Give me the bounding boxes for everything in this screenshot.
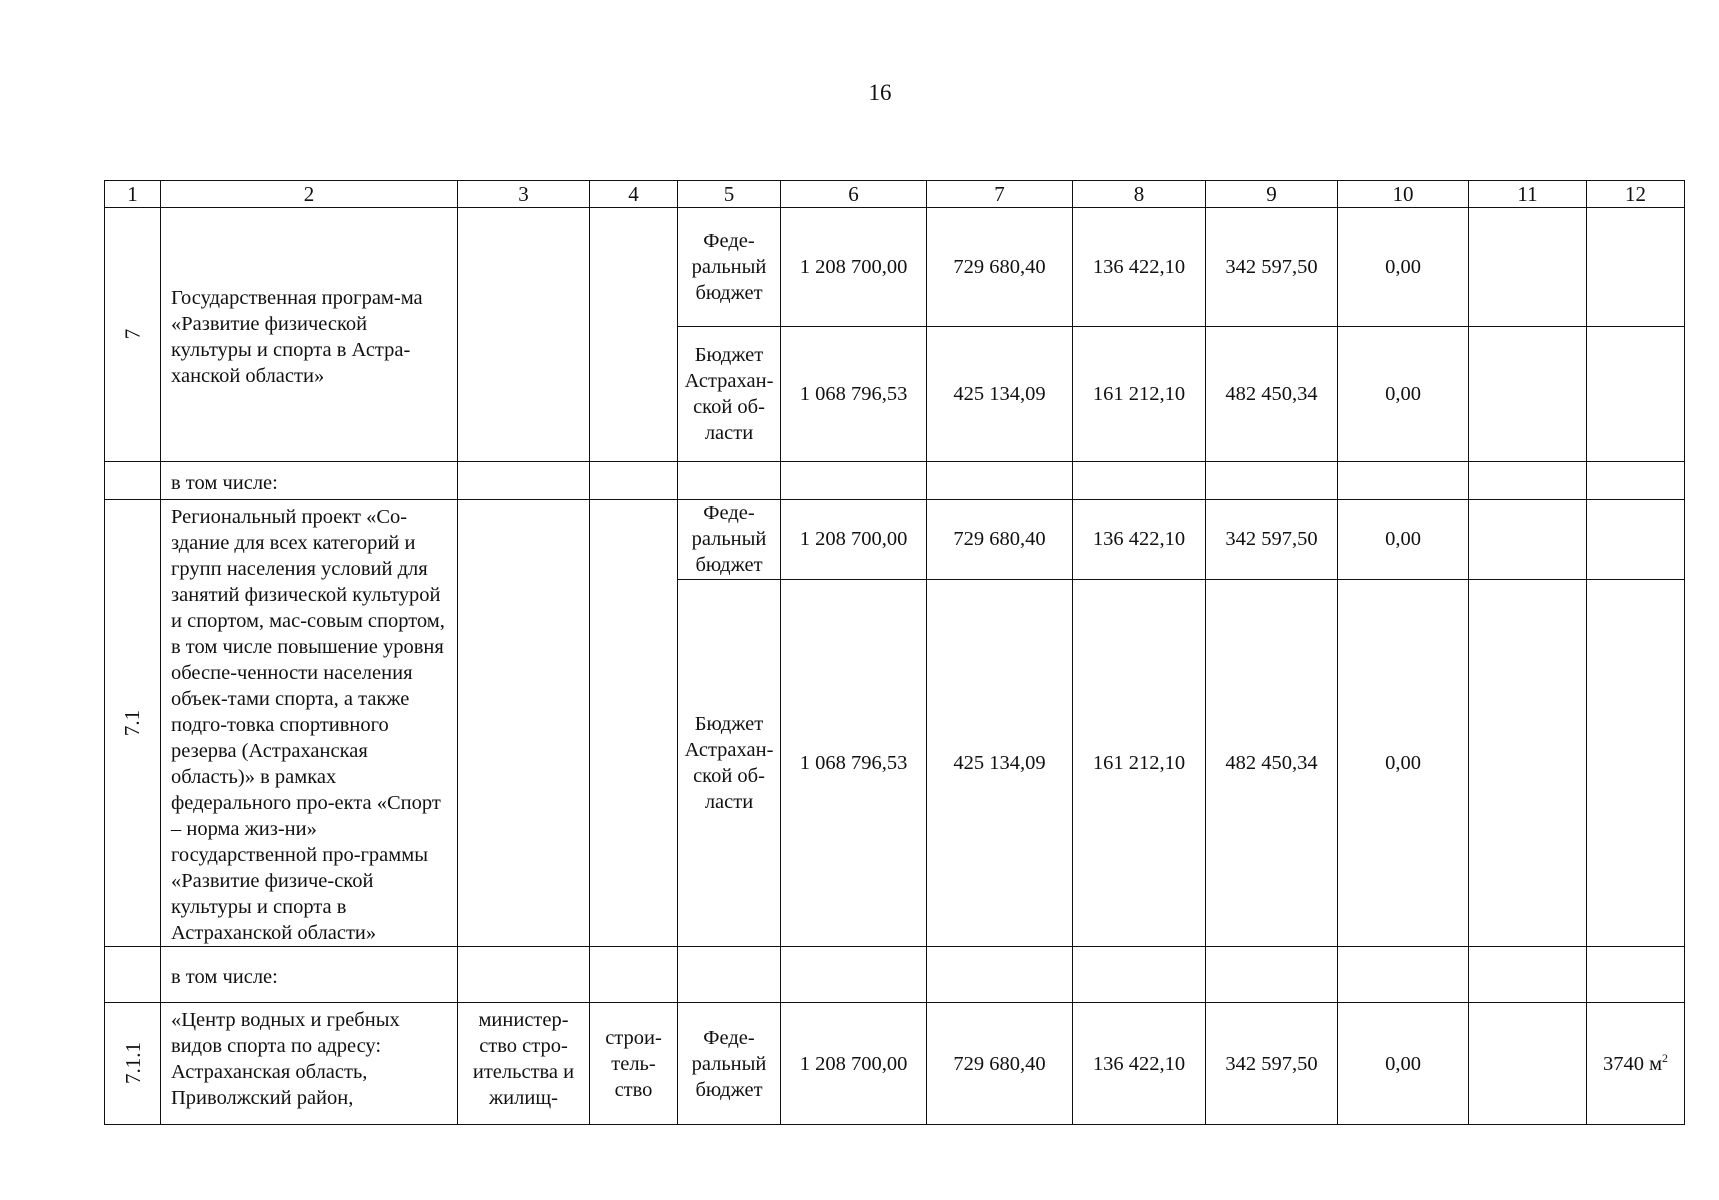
value-col-8: 136 422,10 <box>1073 500 1206 580</box>
table-row <box>105 947 1685 1003</box>
empty-cell <box>590 208 678 462</box>
responsible-body: министер-ство стро-ительства и жилищ- <box>458 1003 590 1125</box>
value-col-6: 1 068 796,53 <box>781 579 927 946</box>
value-col-6: 1 208 700,00 <box>781 1003 927 1125</box>
funding-source: Феде-ральный бюджет <box>678 1003 781 1125</box>
activity-type: строи-тель-ство <box>590 1003 678 1125</box>
subtotal-label: в том числе: <box>161 947 458 1003</box>
empty-cell <box>105 462 161 500</box>
empty-cell <box>1469 500 1587 580</box>
empty-cell <box>1469 327 1587 462</box>
capacity-unit-exponent: 2 <box>1662 1050 1669 1065</box>
empty-cell <box>1338 947 1469 1003</box>
page-number: 16 <box>868 80 892 105</box>
table-row <box>105 462 1685 500</box>
object-name: «Центр водных и гребных видов спорта по адресу: Астраханская область, Приволжский район, <box>161 1003 458 1125</box>
value-col-7: 729 680,40 <box>927 1003 1073 1125</box>
empty-cell <box>1469 947 1587 1003</box>
empty-cell <box>1587 462 1685 500</box>
program-name: Государственная програм-ма «Развитие физической культуры и спорта в Астра-ханской области» <box>161 208 458 462</box>
column-header-8: 8 <box>1073 181 1206 208</box>
empty-cell <box>1073 947 1206 1003</box>
value-col-9: 482 450,34 <box>1206 327 1338 462</box>
value-col-8: 161 212,10 <box>1073 327 1206 462</box>
empty-cell <box>1469 1003 1587 1125</box>
column-header-6: 6 <box>781 181 927 208</box>
empty-cell <box>1469 208 1587 327</box>
capacity-number: 3740 м <box>1602 1052 1663 1075</box>
value-col-7: 425 134,09 <box>927 579 1073 946</box>
value-col-9: 342 597,50 <box>1206 208 1338 327</box>
empty-cell <box>1587 208 1685 327</box>
empty-cell <box>1587 500 1685 580</box>
column-header-11: 11 <box>1469 181 1587 208</box>
value-col-9: 342 597,50 <box>1206 500 1338 580</box>
empty-cell <box>1206 947 1338 1003</box>
table-row <box>105 208 1685 327</box>
value-col-6: 1 208 700,00 <box>781 208 927 327</box>
value-col-6: 1 208 700,00 <box>781 500 927 580</box>
funding-source: Феде-ральный бюджет <box>678 208 781 327</box>
empty-cell <box>458 462 590 500</box>
column-header-1: 1 <box>105 181 161 208</box>
value-col-8: 136 422,10 <box>1073 1003 1206 1125</box>
funding-source: Феде-ральный бюджет <box>678 500 781 580</box>
row-number: 7 <box>120 328 145 340</box>
column-header-5: 5 <box>678 181 781 208</box>
empty-cell <box>458 500 590 947</box>
empty-cell <box>458 208 590 462</box>
table-row <box>105 500 1685 580</box>
subtotal-label: в том числе: <box>161 462 458 500</box>
column-header-9: 9 <box>1206 181 1338 208</box>
empty-cell <box>678 947 781 1003</box>
value-col-9: 342 597,50 <box>1206 1003 1338 1125</box>
funding-source: Бюджет Астрахан-ской об-ласти <box>678 579 781 946</box>
empty-cell <box>458 947 590 1003</box>
empty-cell <box>927 947 1073 1003</box>
funding-source: Бюджет Астрахан-ской об-ласти <box>678 327 781 462</box>
project-name: Региональный проект «Со-здание для всех категорий и групп населения условий для занятий физической культурой и спортом, мас-совым спортом, в том числе повышение уровня обеспе-ченности населения объек-тами спорта, а также подго-товка спортивного резерва (Астраханская область)» в рамках федерального про-екта «Спорт – норма жиз-ни» государственной про-граммы «Развитие физиче-ской культуры и спорта в Астраханской области» <box>161 500 458 947</box>
empty-cell <box>927 462 1073 500</box>
empty-cell <box>781 947 927 1003</box>
value-col-8: 136 422,10 <box>1073 208 1206 327</box>
header-row <box>105 181 1685 208</box>
empty-cell <box>781 462 927 500</box>
empty-cell <box>105 947 161 1003</box>
empty-cell <box>1469 462 1587 500</box>
budget-table <box>104 180 1685 1125</box>
empty-cell <box>1587 327 1685 462</box>
value-col-10: 0,00 <box>1338 500 1469 580</box>
value-col-10: 0,00 <box>1338 579 1469 946</box>
value-col-10: 0,00 <box>1338 327 1469 462</box>
value-col-7: 425 134,09 <box>927 327 1073 462</box>
empty-cell <box>590 462 678 500</box>
value-col-9: 482 450,34 <box>1206 579 1338 946</box>
value-col-8: 161 212,10 <box>1073 579 1206 946</box>
capacity-value <box>1587 1003 1685 1125</box>
empty-cell <box>590 500 678 947</box>
value-col-10: 0,00 <box>1338 1003 1469 1125</box>
empty-cell <box>1073 462 1206 500</box>
row-number: 7.1.1 <box>120 1042 145 1084</box>
value-col-7: 729 680,40 <box>927 500 1073 580</box>
column-header-4: 4 <box>590 181 678 208</box>
row-number: 7.1 <box>120 709 145 736</box>
column-header-10: 10 <box>1338 181 1469 208</box>
table-row <box>105 1003 1685 1125</box>
column-header-12: 12 <box>1587 181 1685 208</box>
column-header-2: 2 <box>161 181 458 208</box>
empty-cell <box>1338 462 1469 500</box>
row-number-cell <box>105 500 161 947</box>
column-header-3: 3 <box>458 181 590 208</box>
row-number-cell <box>105 208 161 462</box>
value-col-7: 729 680,40 <box>927 208 1073 327</box>
empty-cell <box>590 947 678 1003</box>
empty-cell <box>678 462 781 500</box>
column-header-7: 7 <box>927 181 1073 208</box>
empty-cell <box>1469 579 1587 946</box>
row-number-cell <box>105 1003 161 1125</box>
empty-cell <box>1587 579 1685 946</box>
empty-cell <box>1206 462 1338 500</box>
value-col-10: 0,00 <box>1338 208 1469 327</box>
empty-cell <box>1587 947 1685 1003</box>
value-col-6: 1 068 796,53 <box>781 327 927 462</box>
